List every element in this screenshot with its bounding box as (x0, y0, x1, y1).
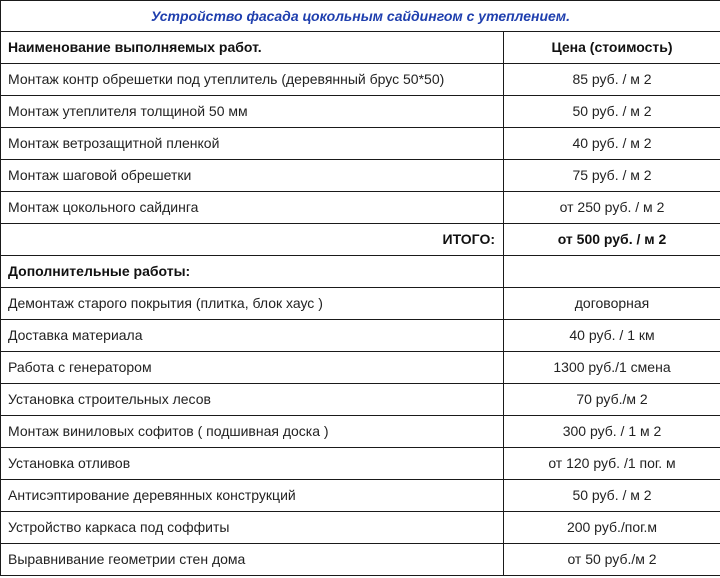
table-row (1, 64, 720, 96)
price-cell: 50 руб. / м 2 (504, 96, 720, 128)
total-price: от 500 руб. / м 2 (504, 224, 720, 256)
table-title: Устройство фасада цокольным сайдингом с утеплением. (1, 1, 720, 32)
price-cell: от 120 руб. /1 пог. м (504, 448, 720, 480)
work-cell: Монтаж шаговой обрешетки (1, 160, 504, 192)
table-row (1, 288, 720, 320)
price-cell: 300 руб. / 1 м 2 (504, 416, 720, 448)
header-work: Наименование выполняемых работ. (1, 32, 504, 64)
table-row (1, 384, 720, 416)
work-cell: Установка отливов (1, 448, 504, 480)
extra-header: Дополнительные работы: (1, 256, 504, 288)
total-row (1, 224, 720, 256)
table-row (1, 320, 720, 352)
price-cell: 70 руб./м 2 (504, 384, 720, 416)
table-row (1, 160, 720, 192)
price-cell: 200 руб./пог.м (504, 512, 720, 544)
price-cell: 50 руб. / м 2 (504, 480, 720, 512)
table-row (1, 192, 720, 224)
work-cell: Монтаж ветрозащитной пленкой (1, 128, 504, 160)
work-cell: Выравнивание геометрии стен дома (1, 544, 504, 576)
work-cell: Монтаж контр обрешетки под утеплитель (деревянный брус 50*50) (1, 64, 504, 96)
work-cell: Установка строительных лесов (1, 384, 504, 416)
price-cell: от 50 руб./м 2 (504, 544, 720, 576)
work-cell: Устройство каркаса под соффиты (1, 512, 504, 544)
header-price: Цена (стоимость) (504, 32, 720, 64)
work-cell: Монтаж цокольного сайдинга (1, 192, 504, 224)
price-cell: 75 руб. / м 2 (504, 160, 720, 192)
price-cell: 40 руб. / м 2 (504, 128, 720, 160)
work-cell: Монтаж утеплителя толщиной 50 мм (1, 96, 504, 128)
price-cell: договорная (504, 288, 720, 320)
table-row (1, 448, 720, 480)
table-row (1, 96, 720, 128)
title-row (1, 1, 720, 32)
price-cell: 40 руб. / 1 км (504, 320, 720, 352)
header-row (1, 32, 720, 64)
table-row (1, 480, 720, 512)
table-row (1, 416, 720, 448)
price-cell: 85 руб. / м 2 (504, 64, 720, 96)
table-row (1, 512, 720, 544)
table-row (1, 128, 720, 160)
work-cell: Работа с генератором (1, 352, 504, 384)
work-cell: Демонтаж старого покрытия (плитка, блок хаус ) (1, 288, 504, 320)
work-cell: Монтаж виниловых софитов ( подшивная доска ) (1, 416, 504, 448)
price-cell: 1300 руб./1 смена (504, 352, 720, 384)
table-row (1, 352, 720, 384)
table-row (1, 544, 720, 576)
work-cell: Доставка материала (1, 320, 504, 352)
price-cell: от 250 руб. / м 2 (504, 192, 720, 224)
extra-header-empty (504, 256, 720, 288)
total-label: ИТОГО: (1, 224, 504, 256)
extra-header-row (1, 256, 720, 288)
work-cell: Антисэптирование деревянных конструкций (1, 480, 504, 512)
